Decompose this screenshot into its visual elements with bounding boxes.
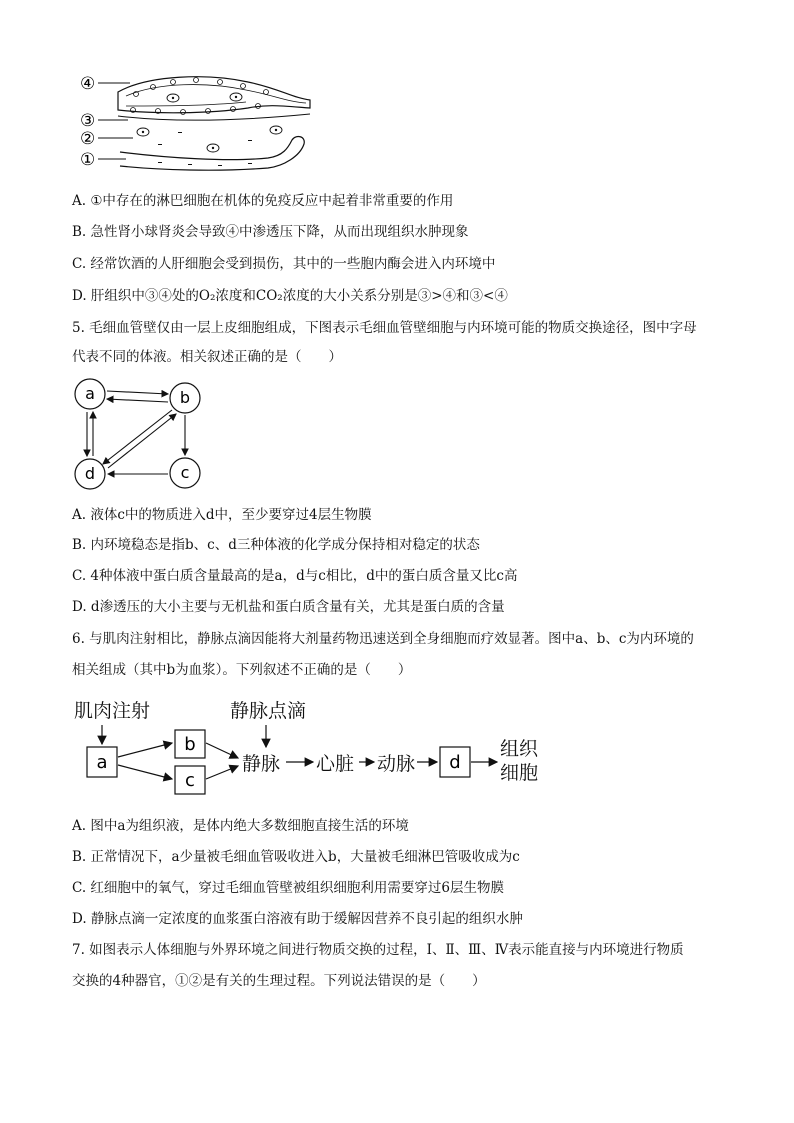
q4-option-a: A. ①中存在的淋巴细胞在机体的免疫反应中起着非常重要的作用 (72, 193, 454, 209)
q5-option-c: C. 4种体液中蛋白质含量最高的是a，d与c相比，d中的蛋白质含量又比c高 (72, 568, 518, 584)
q7-stem-2: 交换的4种器官，①②是有关的生理过程。下列说法错误的是（ ） (72, 973, 486, 989)
node-c: c (180, 463, 190, 482)
q6-stem-2: 相关组成（其中b为血浆）。下列叙述不正确的是（ ） (72, 662, 412, 678)
heart-label: 心脏 (316, 753, 355, 775)
q6-option-b: B. 正常情况下，a少量被毛细血管吸收进入b，大量被毛细淋巴管吸收成为c (72, 849, 520, 865)
iv-drip-label: 静脉点滴 (230, 700, 307, 722)
q5-option-d: D. d渗透压的大小主要与无机盐和蛋白质含量有关，尤其是蛋白质的含量 (72, 599, 505, 615)
box-b: b (184, 734, 196, 755)
q4-option-d: D. 肝组织中③④处的O₂浓度和CO₂浓度的大小关系分别是③>④和③<④ (72, 288, 508, 304)
node-a: a (85, 384, 95, 403)
q4-option-b: B. 急性肾小球肾炎会导致④中渗透压下降，从而出现组织水肿现象 (72, 224, 469, 240)
tissue-cell-label-2: 细胞 (500, 762, 539, 784)
vein-label: 静脉 (242, 753, 281, 775)
drug-route-figure (70, 695, 550, 805)
q5-option-a: A. 液体c中的物质进入d中，至少要穿过4层生物膜 (72, 507, 372, 523)
muscle-injection-label: 肌肉注射 (74, 700, 151, 722)
label-2: ② (80, 129, 96, 149)
label-4: ④ (80, 74, 96, 94)
tissue-cell-label-1: 组织 (500, 738, 539, 760)
q6-option-d: D. 静脉点滴一定浓度的血浆蛋白溶液有助于缓解因营养不良引起的组织水肿 (72, 911, 523, 927)
node-b: b (179, 388, 191, 407)
node-d: d (84, 464, 96, 483)
label-1: ① (80, 150, 96, 170)
q6-option-a: A. 图中a为组织液，是体内绝大多数细胞直接生活的环境 (72, 818, 409, 834)
box-c: c (185, 770, 195, 791)
artery-label: 动脉 (377, 753, 416, 775)
q5-option-b: B. 内环境稳态是指b、c、d三种体液的化学成分保持相对稳定的状态 (72, 537, 480, 553)
tissue-figure (78, 70, 318, 175)
box-a: a (96, 752, 108, 773)
q4-option-c: C. 经常饮酒的人肝细胞会受到损伤，其中的一些胞内酶会进入内环境中 (72, 256, 496, 272)
q7-stem-1: 7. 如图表示人体细胞与外界环境之间进行物质交换的过程，Ⅰ、Ⅱ、Ⅲ、Ⅳ表示能直接与内环境进行物质 (72, 942, 684, 958)
q6-stem-1: 6. 与肌肉注射相比，静脉点滴因能将大剂量药物迅速送到全身细胞而疗效显著。图中a、b、c为内环境的 (72, 631, 694, 647)
q5-stem-1: 5. 毛细血管壁仅由一层上皮细胞组成，下图表示毛细血管壁细胞与内环境可能的物质交换途径，图中字母 (72, 320, 697, 336)
fluid-exchange-figure (70, 376, 210, 494)
q6-option-c: C. 红细胞中的氧气，穿过毛细血管壁被组织细胞利用需要穿过6层生物膜 (72, 880, 505, 896)
label-3: ③ (80, 111, 96, 131)
box-d: d (449, 752, 461, 773)
q5-stem-2: 代表不同的体液。相关叙述正确的是（ ） (72, 349, 342, 365)
